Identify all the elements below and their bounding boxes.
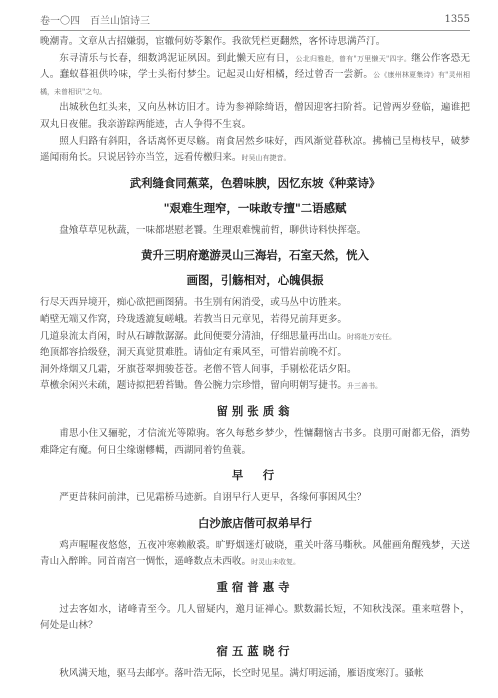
annotation-note: 时将赴万安任。 xyxy=(347,332,396,341)
verse-text: 绝顶都容拾级登，洞天真觉贯难胜。请仙定有乘风至，可惜岩前晚不灯。 xyxy=(40,347,347,359)
poem-text xyxy=(40,426,470,459)
verse-text: 秋风满天地，驱马去邮亭。落叶浩无际，长空时见星。满灯明远涌，雁语度寒汀。骚帐 xyxy=(59,668,424,680)
poem-title: 早 行 xyxy=(231,468,279,483)
poem-title: "艰难生理窄，一味敢专擅"二语感赋 xyxy=(163,200,347,215)
poem-title: 宿五蓝晓行 xyxy=(216,644,294,659)
poem-text xyxy=(40,538,470,571)
poem-title: 重宿普惠寺 xyxy=(216,579,294,594)
poem-text xyxy=(40,329,470,346)
annotation-note: 公北归雅赴，曾有"万里懒天"四字。 xyxy=(295,54,412,63)
verse-text-continued: 继公作客恐无人。蠢蚁暮祖供吟味，学士头衔付梦尘。记起灵山好相橘，经过曾否一尝新。 xyxy=(40,52,471,81)
page-body xyxy=(40,34,470,683)
poem-text xyxy=(40,34,470,51)
verse-text: 照人归路有斜阳，各话离怀更尽觞。南食居然乡味好，西风渐觉暮秋凉。拂楠已呈梅枝早，破梦遥闻雨角长。只说居钤亦当笠，远看传檄归来。 xyxy=(40,135,470,164)
poem-title: 画图，引觞相对，心魄俱振 xyxy=(186,273,324,288)
poem-text xyxy=(40,378,470,395)
poem-text xyxy=(40,51,470,101)
verse-text: 严更昔秣问前津，已见霜桥马迹新。自诩早行人更早，各缘何事困风尘？ xyxy=(59,492,367,504)
poem-text xyxy=(40,666,470,683)
annotation-note: 时灵山未收复。 xyxy=(251,558,301,567)
poem-text xyxy=(40,295,470,312)
running-header xyxy=(40,8,470,30)
annotation-note: 公《康州林夏集诗》有"灵州相橘，未曾相识"之句。 xyxy=(40,71,470,96)
poem-title: 白沙旅店偕可叔弟早行 xyxy=(198,515,312,530)
header-page-number: 1355 xyxy=(444,13,470,25)
verse-text: 行尽天西异境开，痴心欲把画图猜。书生别有闲消受，或马丛中访胜来。 xyxy=(40,297,347,309)
poem-title: 黄升三明府邀游灵山三海岩，石室天然，恍入 xyxy=(141,248,369,263)
verse-text: 过去客如水，诸峰青至今。几人留疑内，邀月证禅心。默数漏长短，不知秋浅深。重来喧磬卜，何处是山林？ xyxy=(40,603,470,632)
poem-text xyxy=(40,490,470,507)
verse-text: 草檄余闲兴未疏，题诗拟把碧苔锄。鲁公腕力宗珍惜，留向明朝写捷书。 xyxy=(40,380,347,392)
poem-text xyxy=(40,345,470,362)
poem-text xyxy=(40,602,470,635)
annotation-note: 时吴山有捷音。 xyxy=(241,154,291,163)
verse-text: 几道泉流太肖闲，时从石罅散潺潺。此间便要分清油，仔细思量再出山。 xyxy=(40,330,347,342)
poem-text xyxy=(40,362,470,379)
header-volume-title: 卷一〇四 百兰山馆诗三 xyxy=(40,15,150,27)
verse-text: 峭壁无端又作窝，玲珑透漉复嵯峨。若教当日元章见，若得兄前拜更多。 xyxy=(40,313,347,325)
verse-text: 东寻清乐与长春，细数鸿泥证夙因。到此懒天应有日， xyxy=(59,52,296,64)
verse-text: 晚潮青。文章从古招嫌弱，宦辙何妨苓絮作。我欲凭栏更翻然，客怀诗思满芦汀。 xyxy=(40,36,386,47)
header-rule xyxy=(40,30,470,31)
poem-title: 武利缝食同蕉菜，色碧味腴，因忆东坡《种菜诗》 xyxy=(129,175,381,190)
verse-text: 盘飧草草见秋蔬，一味都堪慰老饕。生理艰难愧前哲，聊供诗料快挥毫。 xyxy=(59,224,367,236)
poem-text xyxy=(40,223,470,240)
annotation-note: 升三善书。 xyxy=(347,382,382,391)
poem-title: 留别张质翁 xyxy=(216,403,294,418)
poem-text xyxy=(40,100,470,133)
poem-text xyxy=(40,312,470,329)
verse-text: 出城秋色红头来，又向丛林访旧才。诗为参禅除绮语，僧因迎客扫阶苔。记曾两岁登临，遍谁把双丸日夜催。我亲游踪两能迹，古人争得不生哀。 xyxy=(40,102,470,130)
verse-text: 甫思小住又骊驼，才信流光等隙驹。客久每愁乡梦少，性慵翻恼古书多。良朋可耐都无俗，酒势难降定有魔。何日尘缘谢轇轕，西湖同着钓鱼蓑。 xyxy=(40,427,470,456)
verse-text: 鸡声喔喔夜悠悠，五夜冲寒赖敝裘。旷野烟迷灯破晓，重关叶落马嘶秋。风催画角醒残梦，天送青山入醉眸。同首南宫一惆怅，遥峰数点未西收。 xyxy=(40,539,470,568)
poem-text xyxy=(40,134,470,167)
verse-text: 洞外烽烟又几霜，牙旗苍翠拥骏苍苍。老僧不管人间事，手剔松花话夕阳。 xyxy=(40,363,357,375)
